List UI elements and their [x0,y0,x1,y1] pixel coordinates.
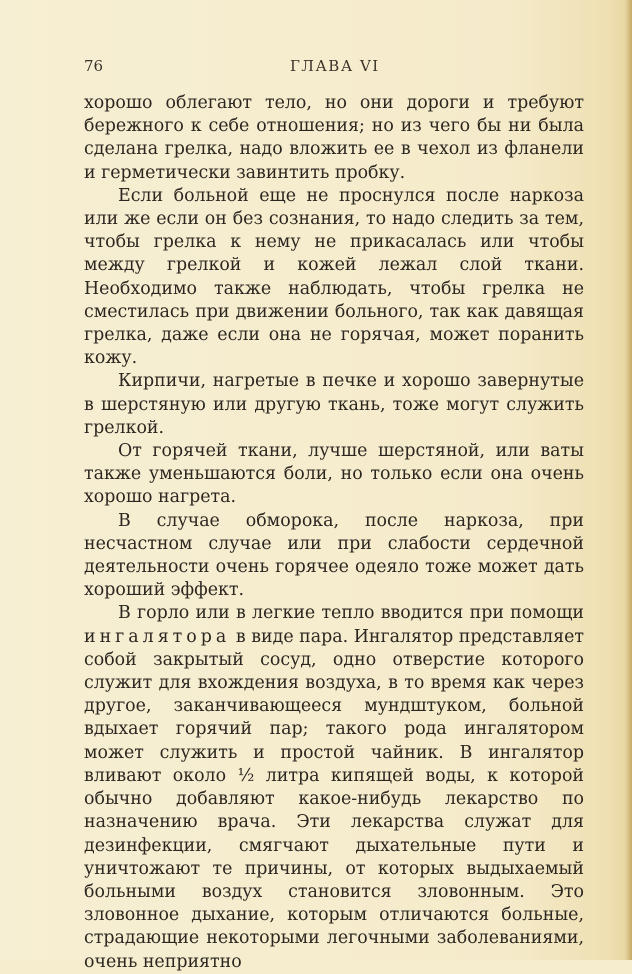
page-number: 76 [84,57,104,75]
spaced-term-inhaler: ингалятора [84,626,231,647]
running-header [84,57,584,77]
chapter-title: ГЛАВА VI [290,57,380,75]
paragraph-4: От горячей ткани, лучше шерстяной, или ваты также уменьшаются боли, но только если она очень хорошо нагрета. [84,441,584,508]
paragraph-2: Если больной еще не проснулся после наркоза или же если он без сознания, то надо следить за тем, чтобы грелка к нему не прикасалась или чтобы между грелкой и кожей лежал слой ткани. Необходимо также наблюдать, чтобы грелка не сместилась при движении больного, так как давящая грелка, даже если она не горячая, может поранить кожу. [84,185,584,369]
paragraph-6 [84,602,584,973]
paragraph-1: хорошо облегают тело, но они дороги и требуют бережного к себе отношения; но из чего бы ни была сделана грелка, надо вложить ее в чехол из фланели и герметически завинтить пробку. [84,93,584,183]
paragraph-5: В случае обморока, после наркоза, при несчастном случае или при слабости сердечной деятельности очень горячее одеяло тоже может дать хороший эффект. [84,510,584,601]
paragraph-6-start: В горло или в легкие тепло вводится при помощи [118,603,584,624]
page-edge-shadow [625,0,632,960]
paragraph-3: Кирпичи, нагретые в печке и хорошо завернутые в шерстяную или другую ткань, тоже могут служить грелкой. [84,371,584,438]
paragraph-6-end: в виде пара. Ингалятор представляет собой закрытый сосуд, одно отверстие которого служит для вхождения воздуха, в то время как через другое, заканчивающееся мундштуком, больной вдыхает горячий пар; такого рода ингалятором может служить и простой чайник. В ингалятор вливают около ½ литра кипящей воды, к которой обычно добавляют какое-нибудь лекарство по назначению врача. Эти лекарства служат для дезинфекции, смягчают дыхательные пути и уничтожают те причины, от которых выдыхаемый больными воздух становится зловонным. Это зловонное дыхание, которым отличаются больные, страдающие некоторыми легочными заболеваниями, очень неприятно [84,626,584,972]
body-text [84,92,584,974]
